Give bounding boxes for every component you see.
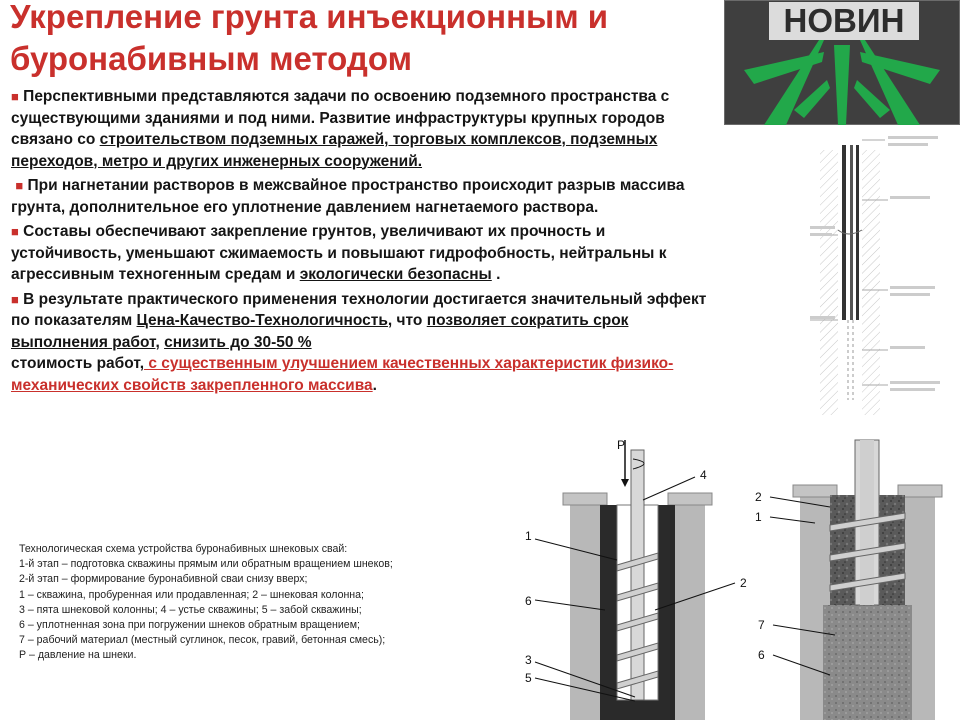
paragraph-1-link[interactable]: строительством подземных гаражей, торговых комплексов, подземных переходов, метро и других инженерных сооружений. (11, 131, 658, 170)
caption-line: 6 – уплотненная зона при погружении шнеков обратным вращением; (19, 619, 360, 632)
label-left-3: 3 (525, 653, 532, 667)
caption-line: 1-й этап – подготовка скважины прямым или обратным вращением шнеков; (19, 558, 393, 571)
paragraph-4-end: . (372, 376, 377, 394)
label-right-1: 1 (755, 510, 762, 524)
paragraph-3-end: . (491, 266, 501, 283)
paragraph-2 (11, 175, 716, 218)
paragraph-3-link[interactable]: экологически безопасны (299, 266, 492, 283)
bullet-icon: ■ (15, 178, 24, 193)
injection-scheme-figure (810, 130, 960, 415)
bullet-icon: ■ (11, 89, 19, 104)
label-right-7: 7 (758, 618, 765, 632)
label-p: P (617, 438, 626, 452)
paragraph-4-link-3[interactable]: снизить до 30-50 % (164, 333, 312, 351)
paragraph-2-text: При нагнетании растворов в межсвайное пространство происходит разрыв массива грунта, дополнительное его уплотнение давлением нагнетаемого раствора. (11, 177, 685, 216)
paragraph-3 (11, 221, 716, 286)
paragraph-4-text-4: стоимость работ, (11, 355, 145, 372)
label-left-6: 6 (525, 594, 532, 608)
label-left-5: 5 (525, 671, 532, 685)
label-right-2: 2 (755, 490, 762, 504)
paragraph-1-text: Перспективными представляются задачи по освоению подземного пространства с существующими зданиями и под ними. Развитие инфраструктуры крупных городов связано со (11, 88, 670, 148)
caption-line: Технологическая схема устройства буронабивных шнековых свай: (19, 543, 348, 555)
paragraph-4-link-2[interactable]: позволяет сократить срок выполнения работ (11, 312, 629, 351)
figure-caption (19, 542, 509, 664)
bullet-icon: ■ (11, 224, 19, 239)
label-right-6: 6 (758, 648, 765, 662)
label-left-1: 1 (525, 529, 532, 543)
page-title (10, 0, 710, 80)
caption-line: Р – давление на шнеки. (19, 649, 137, 662)
caption-line: 3 – пята шнековой колонны; 4 – устье скважины; 5 – забой скважины; (19, 603, 362, 616)
paragraph-3-text: Составы обеспечивают закрепление грунтов, увеличивают их прочность и устойчивость, уменьшают сжимаемость и повышают гидрофобность, нейтральны к агрессивным техногенным средам и (11, 223, 667, 283)
caption-line: 7 – рабочий материал (местный суглинок, песок, гравий, бетонная смесь); (19, 634, 386, 647)
logo-text: НОВИН (783, 2, 905, 39)
paragraph-4-link-1[interactable]: Цена-Качество-Технологичность (136, 312, 388, 329)
novin-logo (724, 0, 960, 125)
label-left-4: 4 (700, 468, 707, 482)
title-line-2: буронабивным методом (10, 40, 412, 77)
title-line-1: Укрепление грунта инъекционным и (10, 0, 609, 35)
paragraph-1 (11, 86, 716, 172)
bored-pile-scheme-figure (505, 435, 960, 720)
caption-line: 2-й этап – формирование буронабивной сваи снизу вверх; (19, 573, 308, 586)
main-text (11, 86, 716, 399)
paragraph-4-text-3: , (155, 333, 165, 351)
label-left-2: 2 (740, 576, 747, 590)
paragraph-4-link-4[interactable]: с существенным улучшением качественных характеристик физико-механических свойств закрепленного массива (11, 355, 674, 394)
paragraph-4-text-2: , что (387, 312, 427, 329)
bullet-icon: ■ (11, 291, 19, 307)
paragraph-4 (11, 289, 716, 397)
caption-line: 1 – скважина, пробуренная или продавленная; 2 – шнековая колонна; (19, 588, 364, 601)
paragraph-4-text-1: В результате практического применения технологии достигается значительный эффект по показателям (11, 290, 707, 329)
